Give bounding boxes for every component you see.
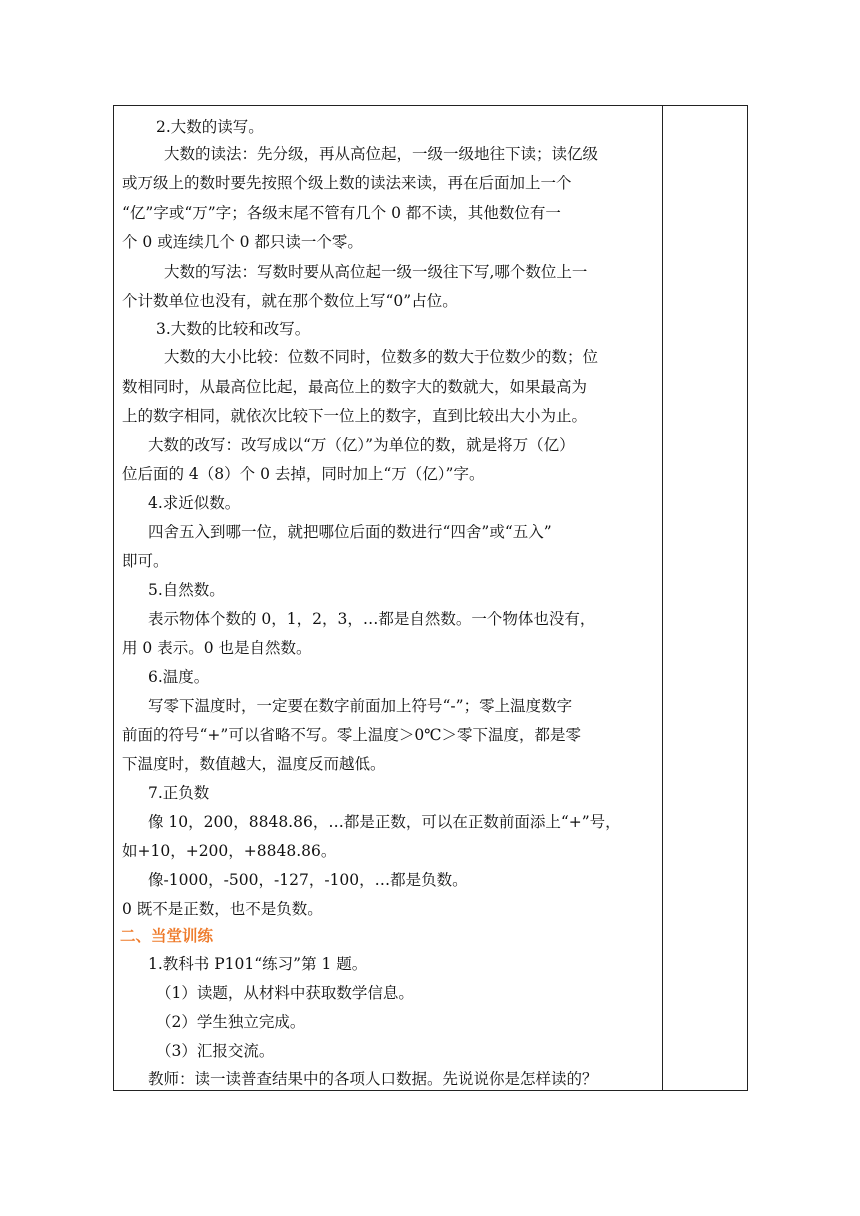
paragraph-line: 像-1000，-500，-127，-100，…都是负数。: [148, 871, 468, 889]
paragraph-line: “亿”字或“万”字；各级末尾不管有几个 0 都不读，其他数位有一: [122, 204, 561, 222]
heading-natural-number: 5.自然数。: [148, 581, 225, 599]
paragraph-line: 如+10，+200，+8848.86。: [122, 842, 337, 860]
lesson-table: [113, 105, 748, 1091]
paragraph-line: 大数的改写：改写成以“万（亿）”为单位的数，就是将万（亿）: [148, 436, 575, 454]
paragraph-line: 表示物体个数的 0，1，2，3，…都是自然数。一个物体也没有，: [148, 610, 596, 628]
paragraph-line: 或万级上的数时要先按照个级上数的读法来读，再在后面加上一个: [122, 174, 572, 192]
paragraph-line: 个 0 或连续几个 0 都只读一个零。: [122, 233, 363, 251]
paragraph-line: 数相同时，从最高位比起，最高位上的数字大的数就大，如果最高为: [122, 378, 588, 396]
exercise-step: （2）学生独立完成。: [156, 1013, 306, 1031]
exercise-line: 1.教科书 P101“练习”第 1 题。: [148, 955, 368, 973]
paragraph-line: 0 既不是正数，也不是负数。: [122, 900, 323, 918]
paragraph-line: 大数的读法：先分级，再从高位起，一级一级地往下读；读亿级: [164, 145, 599, 163]
paragraph-line: 即可。: [122, 552, 169, 570]
paragraph-line: 用 0 表示。0 也是自然数。: [122, 639, 312, 657]
exercise-step: （3）汇报交流。: [156, 1042, 275, 1060]
paragraph-line: 个计数单位也没有，就在那个数位上写“0”占位。: [122, 292, 458, 310]
paragraph-line: 下温度时，数值越大，温度反而越低。: [122, 755, 386, 773]
paragraph-line: 四舍五入到哪一位，就把哪位后面的数进行“四舍”或“五入”: [148, 523, 552, 541]
paragraph-line: 前面的符号“+”可以省略不写。零上温度＞0℃＞零下温度，都是零: [122, 726, 582, 744]
heading-approximate-number: 4.求近似数。: [148, 494, 241, 512]
teacher-prompt: 教师：读一读普查结果中的各项人口数据。先说说你是怎样读的？: [148, 1070, 598, 1088]
paragraph-line: 上的数字相同，就依次比较下一位上的数字，直到比较出大小为止。: [122, 407, 588, 425]
heading-temperature: 6.温度。: [148, 668, 210, 686]
heading-positive-negative: 7.正负数: [148, 784, 210, 802]
paragraph-line: 写零下温度时，一定要在数字前面加上符号“-”；零上温度数字: [148, 697, 573, 715]
notes-column-divider: [662, 106, 663, 1090]
heading-big-number-reading-writing: 2.大数的读写。: [156, 118, 264, 136]
heading-compare-rewrite: 3.大数的比较和改写。: [156, 320, 311, 338]
paragraph-line: 大数的大小比较：位数不同时，位数多的数大于位数少的数；位: [164, 348, 599, 366]
exercise-step: （1）读题，从材料中获取数学信息。: [156, 984, 414, 1002]
section-heading-class-practice: 二、当堂训练: [120, 927, 214, 945]
paragraph-line: 位后面的 4（8）个 0 去掉，同时加上“万（亿）”字。: [122, 465, 485, 483]
paragraph-line: 像 10，200，8848.86，…都是正数，可以在正数前面添上“+”号，: [148, 813, 621, 831]
paragraph-line: 大数的写法：写数时要从高位起一级一级往下写,哪个数位上一: [164, 263, 588, 281]
